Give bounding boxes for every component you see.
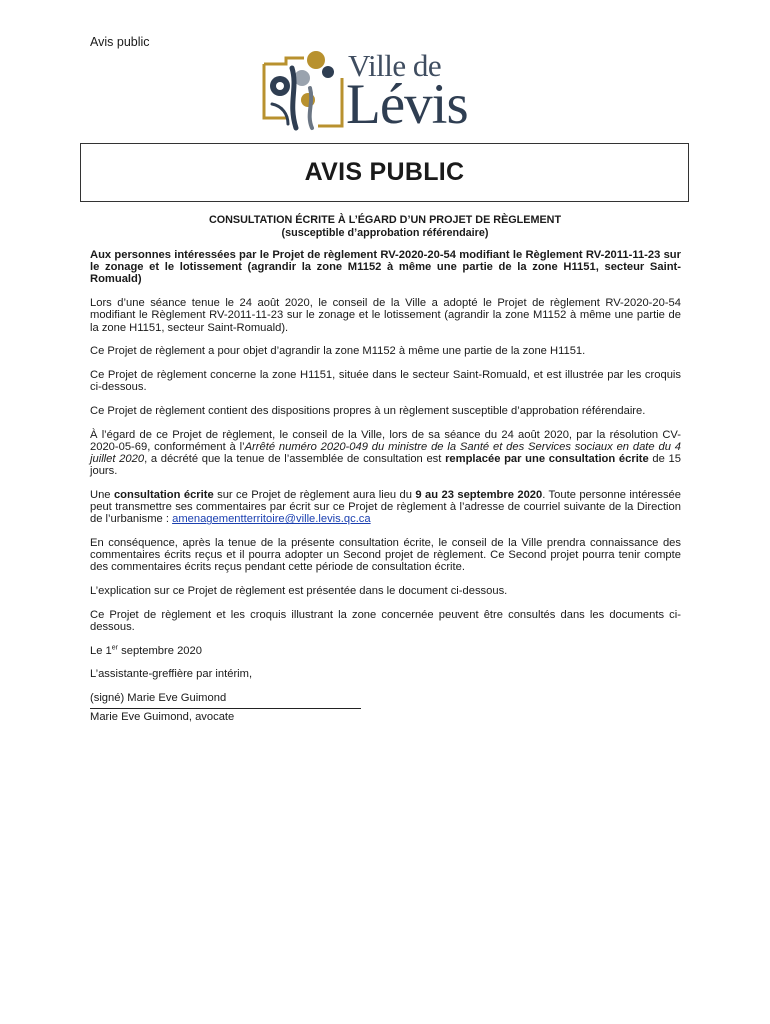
p6-bold-2: 9 au 23 septembre 2020 bbox=[415, 488, 543, 501]
levis-emblem-icon bbox=[258, 48, 348, 134]
p5-bold: remplacée par une consultation écrite bbox=[445, 452, 649, 465]
email-link[interactable]: amenagementterritoire@ville.levis.qc.ca bbox=[172, 513, 371, 526]
date-text-b: septembre 2020 bbox=[118, 644, 202, 657]
logo-text-levis: Lévis bbox=[346, 73, 468, 136]
paragraph-9: Ce Projet de règlement et les croquis illustrant la zone concernée peuvent être consultés dans les documents ci-dessous. bbox=[90, 608, 681, 633]
paragraph-6 bbox=[90, 489, 681, 526]
logo-text-ville-de: Ville de bbox=[348, 48, 442, 83]
p5-italic: Arrêté numéro 2020-049 du ministre de la Santé et des Services sociaux en date du 4 juillet 2020 bbox=[90, 440, 681, 465]
signatory-name: Marie Eve Guimond, avocate bbox=[90, 711, 235, 724]
p5-text-a: À l’égard de ce Projet de règlement, le conseil de la Ville, lors de sa séance du 24 août 2020, par la résolution CV-2020-05-69, conformément à l’ bbox=[90, 428, 681, 453]
subtitle-line1: CONSULTATION ÉCRITE À L’ÉGARD D’UN PROJET DE RÈGLEMENT bbox=[208, 214, 562, 226]
notice-body bbox=[90, 249, 681, 735]
intro-paragraph: Aux personnes intéressées par le Projet de règlement RV-2020-20-54 modifiant le Règlement RV-2011-11-23 sur le zonage et le lotissement (agrandir la zone M1152 à même une partie de la zone H1151, secteur Saint-Romuald) bbox=[90, 249, 681, 286]
page-title: AVIS PUBLIC bbox=[304, 158, 465, 186]
paragraph-4: Ce Projet de règlement contient des dispositions propres à un règlement susceptible d’approbation référendaire. bbox=[90, 404, 646, 417]
subtitle-block bbox=[90, 214, 680, 240]
signatory-role: L’assistante-greffière par intérim, bbox=[90, 668, 253, 681]
paragraph-7: En conséquence, après la tenue de la présente consultation écrite, le conseil de la Ville prendra connaissance des commentaires écrits reçus et il pourra adopter un Second projet de règlement. Ce Second projet pourra tenir compte des commentaires écrits reçus pendant cette période de consultation écrite. bbox=[90, 536, 681, 574]
p6-text-b: sur ce Projet de règlement aura lieu du bbox=[213, 488, 416, 501]
date-superscript: er bbox=[111, 643, 119, 651]
signature-line bbox=[90, 708, 361, 709]
closing-date bbox=[90, 645, 681, 657]
ville-de-levis-logo bbox=[258, 48, 518, 134]
paragraph-5 bbox=[90, 429, 681, 478]
paragraph-2: Ce Projet de règlement a pour objet d’agrandir la zone M1152 à même une partie de la zone H1151. bbox=[90, 345, 586, 358]
p5-text-b: , a décrété que la tenue de l’assemblée de consultation est bbox=[144, 452, 446, 465]
paragraph-8: L’explication sur ce Projet de règlement est présentée dans le document ci-dessous. bbox=[90, 585, 508, 598]
p6-text-a: Une bbox=[90, 488, 114, 501]
p5-text-c: de 15 jours. bbox=[90, 452, 681, 478]
header-label: Avis public bbox=[90, 35, 150, 49]
subtitle-line2: (susceptible d’approbation référendaire) bbox=[281, 227, 489, 239]
date-text-a: Le 1 bbox=[90, 644, 112, 657]
p6-text-c: . Toute personne intéressée peut transmettre ses commentaires par écrit sur ce Projet de règlement à l’adresse de courriel suivante de la Direction de l’urbanisme : bbox=[90, 488, 681, 526]
signed-line: (signé) Marie Eve Guimond bbox=[90, 692, 227, 705]
paragraph-1: Lors d’une séance tenue le 24 août 2020, le conseil de la Ville a adopté le Projet de règlement RV-2020-20-54 modifiant le Règlement RV-2011-11-23 sur le zonage et le lotissement (agrandir la zone M1152 à même une partie de la zone H1151, secteur Saint-Romuald). bbox=[90, 297, 681, 334]
title-box bbox=[80, 143, 689, 202]
paragraph-3: Ce Projet de règlement concerne la zone H1151, située dans le secteur Saint-Romuald, et est illustrée par les croquis ci-dessous. bbox=[90, 368, 681, 394]
p6-bold-1: consultation écrite bbox=[113, 488, 214, 501]
